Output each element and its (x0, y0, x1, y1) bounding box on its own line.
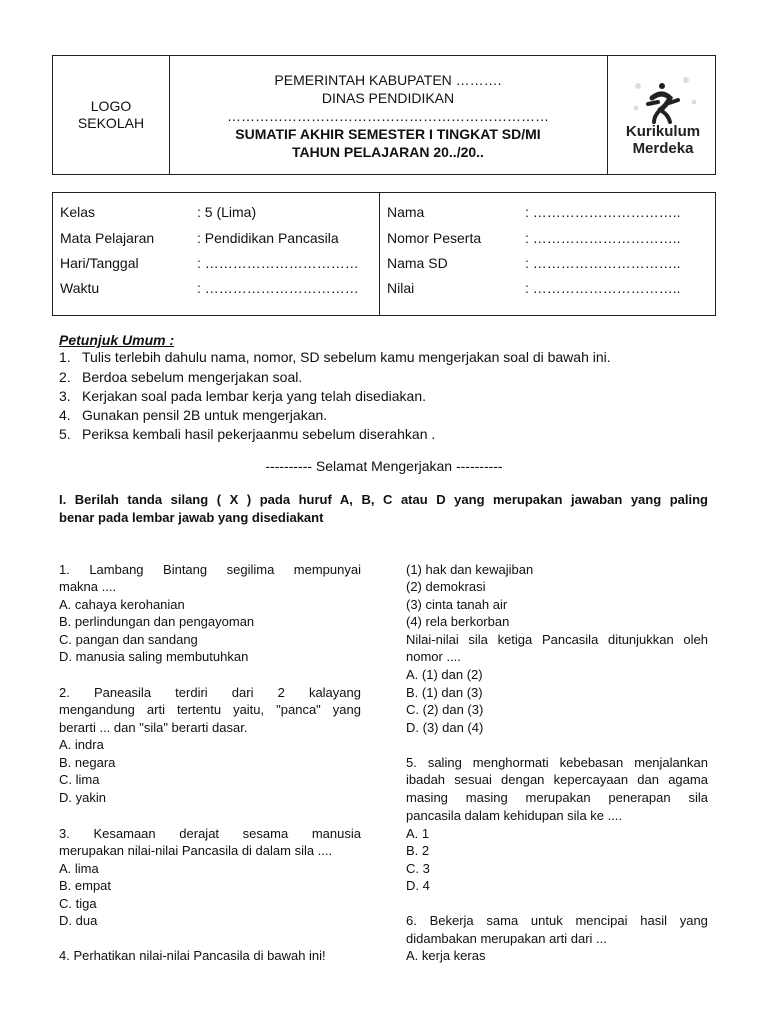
school-year: TAHUN PELAJARAN 20../20.. (292, 144, 484, 160)
q5-stem-line1: 5. saling menghormati kebebasan menjalankan (406, 755, 708, 770)
instruction-text: Berdoa sebelum mengerjakan soal. (82, 369, 303, 385)
value-nama-sd: : ………………………….. (525, 255, 681, 271)
q5-option-b[interactable]: B. 2 (406, 843, 430, 858)
q4-option-a[interactable]: A. (1) dan (2) (406, 667, 483, 682)
q6-option-a[interactable]: A. kerja keras (406, 948, 486, 963)
q5-option-d[interactable]: D. 4 (406, 878, 430, 893)
q3-option-c[interactable]: C. tiga (59, 896, 97, 911)
instruction-item: 4. (59, 407, 71, 423)
header-title-block (169, 56, 607, 174)
q4-stem-line1: 4. Perhatikan nilai-nilai Pancasila di bawah ini! (59, 948, 326, 963)
label-nama-sd: Nama SD (387, 255, 448, 271)
label-nomor-peserta: Nomor Peserta (387, 230, 482, 246)
q3-option-b[interactable]: B. empat (59, 878, 112, 893)
q4-stem-line3: nomor .... (406, 649, 461, 664)
logo-line2: SEKOLAH (77, 115, 145, 131)
section-instruction-line1: I. Berilah tanda silang ( X ) pada huruf A, B, C atau D yang merupakan jawaban yang paling (59, 492, 708, 507)
q5-stem-line2: ibadah sesuai dengan kepercayaan dan agama (406, 772, 708, 787)
instruction-text: Gunakan pensil 2B untuk mengerjakan. (82, 407, 328, 423)
value-kelas: : 5 (Lima) (197, 204, 257, 220)
q4-option-c[interactable]: C. (2) dan (3) (406, 702, 484, 717)
q5-stem-line4: pancasila dalam kehidupan sila ke .... (406, 808, 623, 823)
q6-stem-line2: didambakan merupakan arti dari ... (406, 931, 607, 946)
q4-option-d[interactable]: D. (3) dan (4) (406, 720, 484, 735)
department-name: DINAS PENDIDIKAN (321, 90, 455, 106)
q2-stem-line2: mengandung arti tertentu yaitu, "panca" yang (59, 702, 361, 717)
instruction-item: 1. (59, 349, 71, 365)
value-waktu: : …………………………… (197, 280, 359, 296)
logo-line1: LOGO (90, 98, 132, 114)
q1-stem-line1: 1. Lambang Bintang segilima mempunyai (59, 562, 361, 577)
q4-option-b[interactable]: B. (1) dan (3) (406, 685, 483, 700)
q4-item-1: (1) hak dan kewajiban (406, 562, 534, 577)
q2-stem-line1: 2. Paneasila terdiri dari 2 kalayang (59, 685, 361, 700)
q1-option-a[interactable]: A. cahaya kerohanian (59, 597, 185, 612)
q5-option-c[interactable]: C. 3 (406, 861, 430, 876)
dotted-line: …………………………………………………………… (227, 108, 549, 124)
value-mata-pelajaran: : Pendidikan Pancasila (197, 230, 339, 246)
header-box (52, 55, 716, 175)
exam-title: SUMATIF AKHIR SEMESTER I TINGKAT SD/MI (235, 126, 541, 142)
label-hari-tanggal: Hari/Tanggal (60, 255, 139, 271)
q3-option-a[interactable]: A. lima (59, 861, 99, 876)
instruction-text: Tulis terlebih dahulu nama, nomor, SD sebelum kamu mengerjakan soal di bawah ini. (82, 349, 611, 365)
kurikulum-merdeka-logo (607, 56, 718, 174)
label-waktu: Waktu (60, 280, 100, 296)
q1-stem-line2: makna .... (59, 579, 117, 594)
section-instruction-line2: benar pada lembar jawab yang disediakant (59, 510, 324, 525)
value-hari-tanggal: : …………………………… (197, 255, 359, 271)
q4-item-4: (4) rela berkorban (406, 614, 510, 629)
q1-option-d[interactable]: D. manusia saling membutuhkan (59, 649, 249, 664)
instruction-item: 5. (59, 426, 71, 442)
label-nilai: Nilai (387, 280, 415, 296)
greeting-line: ---------- Selamat Mengerjakan ---------- (265, 458, 503, 474)
value-nama: : ………………………….. (525, 204, 681, 220)
q5-option-a[interactable]: A. 1 (406, 826, 430, 841)
label-kelas: Kelas (60, 204, 96, 220)
instruction-text: Periksa kembali hasil pekerjaanmu sebelum diserahkan . (82, 426, 436, 442)
instruction-item: 3. (59, 388, 71, 404)
instructions-heading: Petunjuk Umum : (59, 332, 175, 348)
identity-box (52, 192, 716, 316)
q4-stem-line2: Nilai-nilai sila ketiga Pancasila ditunjukkan oleh (406, 632, 708, 647)
school-logo-placeholder (53, 56, 170, 174)
kurikulum-text: Kurikulum (625, 123, 701, 140)
q4-item-3: (3) cinta tanah air (406, 597, 508, 612)
label-nama: Nama (387, 204, 425, 220)
value-nilai: : ………………………….. (525, 280, 681, 296)
identity-divider (379, 193, 380, 315)
q2-option-d[interactable]: D. yakin (59, 790, 106, 805)
value-nomor-peserta: : ………………………….. (525, 230, 681, 246)
q2-option-c[interactable]: C. lima (59, 772, 100, 787)
q2-option-a[interactable]: A. indra (59, 737, 104, 752)
q2-stem-line3: berarti ... dan "sila" berarti dasar. (59, 720, 248, 735)
instruction-item: 2. (59, 369, 71, 385)
instruction-text: Kerjakan soal pada lembar kerja yang telah disediakan. (82, 388, 426, 404)
merdeka-text: Merdeka (632, 140, 694, 157)
q2-option-b[interactable]: B. negara (59, 755, 116, 770)
q3-stem-line1: 3. Kesamaan derajat sesama manusia (59, 826, 361, 841)
government-name: PEMERINTAH KABUPATEN ………. (274, 72, 502, 88)
q5-stem-line3: masing masing merupakan penerapan sila (406, 790, 708, 805)
q6-stem-line1: 6. Bekerja sama untuk mencipai hasil yang (406, 913, 708, 928)
q1-option-c[interactable]: C. pangan dan sandang (59, 632, 198, 647)
q3-stem-line2: merupakan nilai-nilai Pancasila di dalam sila .... (59, 843, 333, 858)
q3-option-d[interactable]: D. dua (59, 913, 98, 928)
q1-option-b[interactable]: B. perlindungan dan pengayoman (59, 614, 255, 629)
q4-item-2: (2) demokrasi (406, 579, 486, 594)
label-mata-pelajaran: Mata Pelajaran (60, 230, 155, 246)
